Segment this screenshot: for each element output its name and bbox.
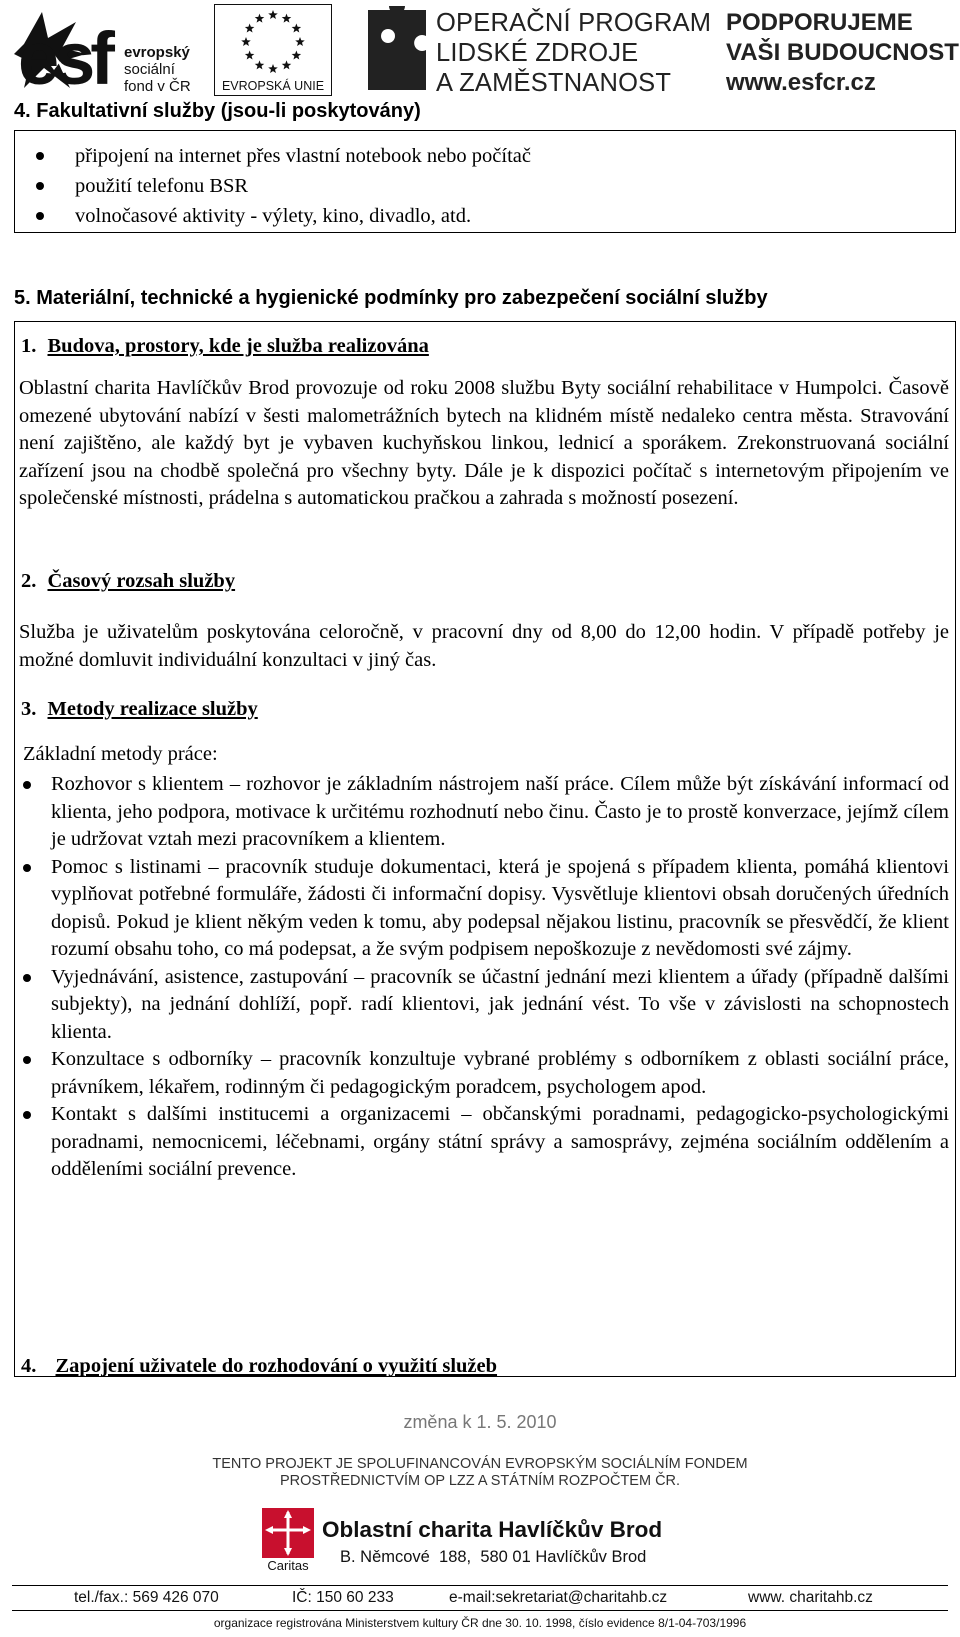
eu-label: EVROPSKÁ UNIE	[221, 79, 325, 93]
eu-star	[295, 37, 305, 46]
esf-letters: esf	[18, 17, 110, 100]
eu-logo	[214, 4, 332, 96]
esf-slogan	[726, 8, 959, 98]
op-line: LIDSKÉ ZDROJE	[436, 39, 639, 67]
esf-text-line: sociální	[124, 61, 175, 78]
subsection-title: Budova, prostory, kde je služba realizována	[47, 335, 429, 357]
subsection-number: 2.	[21, 570, 37, 592]
methods-intro: Základní metody práce:	[23, 743, 218, 765]
registration-note: organizace registrována Ministerstvem kultury ČR dne 30. 10. 1998, číslo evidence 8/1-04-703/1996	[213, 1616, 747, 1630]
list-item: Rozhovor s klientem – rozhovor je základním nástrojem naší práce. Cílem může být získávání informací od klienta, jeho podpora, motivace k určitému rozhodnutí nebo činu. Často je to prostě konverzace, jejímž cílem je udržovat vztah mezi pracovníkem a klientem.	[19, 771, 949, 854]
puzzle-figure-icon	[362, 6, 432, 94]
subsection-4-heading	[21, 1356, 497, 1376]
optional-services-list	[15, 141, 955, 231]
project-line: PROSTŘEDNICTVÍM OP LZZ A STÁTNÍM ROZPOČTEM ČR.	[279, 1473, 681, 1489]
slogan-url: www.esfcr.cz	[726, 69, 876, 96]
eu-star	[268, 64, 278, 73]
list-item: Vyjednávání, asistence, zastupování – pracovník se účastní jednání mezi klientem a úřady (případně dalšími subjekty), na jednání dohlíží, popř. radí klientovi, jak jednání vést. To vše v závislosti na schopnostech klienta.	[19, 964, 949, 1047]
eu-star	[282, 14, 292, 23]
esf-text-line: fond v ČR	[124, 78, 191, 95]
methods-list	[19, 771, 949, 1184]
eu-star	[245, 51, 255, 60]
project-notice	[0, 1456, 960, 1490]
list-item: použití telefonu BSR	[15, 171, 955, 201]
section-5-box	[14, 321, 956, 1377]
eu-star	[241, 37, 251, 46]
eu-star	[255, 14, 265, 23]
section-4-box	[14, 130, 956, 233]
contact-ic: IČ: 150 60 233	[292, 1589, 394, 1606]
section-4-title: 4. Fakultativní služby (jsou-li poskytovány)	[14, 100, 421, 122]
caritas-label: Caritas	[267, 1558, 309, 1573]
slogan-line: VAŠI BUDOUCNOST	[726, 39, 959, 66]
subsection-title: Metody realizace služby	[47, 698, 258, 720]
section-5-title: 5. Materiální, technické a hygienické podmínky pro zabezpečení sociální služby	[14, 287, 768, 309]
org-address: B. Němcové 188, 580 01 Havlíčkův Brod	[340, 1548, 647, 1566]
esf-text-line: evropský	[124, 44, 190, 61]
contact-email: e-mail:sekretariat@charitahb.cz	[449, 1589, 668, 1606]
revision-date: změna k 1. 5. 2010	[403, 1412, 557, 1432]
eu-star	[245, 24, 255, 33]
subsection-title: Časový rozsah služby	[47, 570, 236, 592]
subsection-number: 3.	[21, 698, 37, 720]
contact-phone: tel./fax.: 569 426 070	[74, 1589, 219, 1606]
eu-star	[292, 51, 302, 60]
list-item: Pomoc s listinami – pracovník studuje dokumentaci, která je spojená s případem klienta, pomáhá klientovi vyplňovat potřebné formuláře, žádosti či informační dopisy. Vysvětluje klientovi obsah doručených úředních dopisů. Pokud je klient někým veden k tomu, aby podepsal nějakou listinu, pracovník se přesvědčí, že klient rozumí obsahu toho, co má podepsat, a že svým podpisem nepoškozuje z nevědomosti své zájmy.	[19, 854, 949, 964]
eu-star	[255, 60, 265, 69]
list-item: připojení na internet přes vlastní notebook nebo počítač	[15, 141, 955, 171]
subsection-2-text: Služba je uživatelům poskytována celoročně, v pracovní dny od 8,00 do 12,00 hodin. V případě potřeby je možné domluvit individuální konzultaci v jiný čas.	[19, 621, 949, 671]
subsection-title: Zapojení uživatele do rozhodování o využití služeb	[55, 1355, 498, 1377]
footer-divider	[12, 1585, 948, 1586]
eu-star	[268, 10, 278, 19]
caritas-cross-icon	[262, 1508, 314, 1558]
subsection-3-heading	[21, 698, 258, 721]
project-line: TENTO PROJEKT JE SPOLUFINANCOVÁN EVROPSKÝM SOCIÁLNÍM FONDEM	[212, 1456, 748, 1472]
esf-text	[124, 44, 191, 95]
subsection-1-heading	[21, 335, 429, 358]
eu-stars-icon	[233, 9, 313, 75]
list-item: Kontakt s dalšími institucemi a organizacemi – občanskými poradnami, pedagogicko-psychologickými poradnami, nemocnicemi, léčebnami, orgány státní správy a samosprávy, zejména sociálním oddělením a odděleními sociální prevence.	[19, 1101, 949, 1184]
list-item: Konzultace s odborníky – pracovník konzultuje vybrané problémy s odborníkem z oblasti sociální práce, právníkem, lékařem, rodinným či pedagogickým poradcem, psychologem apod.	[19, 1046, 949, 1101]
caritas-logo	[262, 1508, 314, 1574]
list-item: volnočasové aktivity - výlety, kino, divadlo, atd.	[15, 201, 955, 231]
slogan-line: PODPORUJEME	[726, 9, 913, 36]
contact-web: www. charitahb.cz	[748, 1589, 873, 1606]
subsection-2-heading	[21, 570, 235, 593]
eu-star	[282, 60, 292, 69]
op-line: OPERAČNÍ PROGRAM	[436, 9, 712, 37]
eu-star	[292, 24, 302, 33]
org-name: Oblastní charita Havlíčkův Brod	[322, 1517, 663, 1542]
op-line: A ZAMĚSTNANOST	[436, 69, 672, 97]
subsection-number: 4.	[21, 1355, 37, 1377]
op-lzz-text	[436, 8, 711, 98]
esf-logo	[14, 4, 204, 100]
subsection-number: 1.	[21, 335, 37, 357]
subsection-1-text: Oblastní charita Havlíčkův Brod provozuje od roku 2008 službu Byty sociální rehabilitace v Humpolci. Časově omezené ubytování nabízí v šesti malometrážních bytech na klidném místě nedaleko centra města. Stravování není zajištěno, ale každý byt je vybaven kuchyňskou linkou, lednicí a sporákem. Zrekonstruovaná sociální zařízení jsou na chodbě společná pro všechny byty. Dále je k dispozici počítač s internetovým připojením ve společenské místnosti, prádelna s automatickou pračkou a zahrada s možností posezení.	[19, 377, 949, 509]
footer-divider	[12, 1610, 948, 1611]
